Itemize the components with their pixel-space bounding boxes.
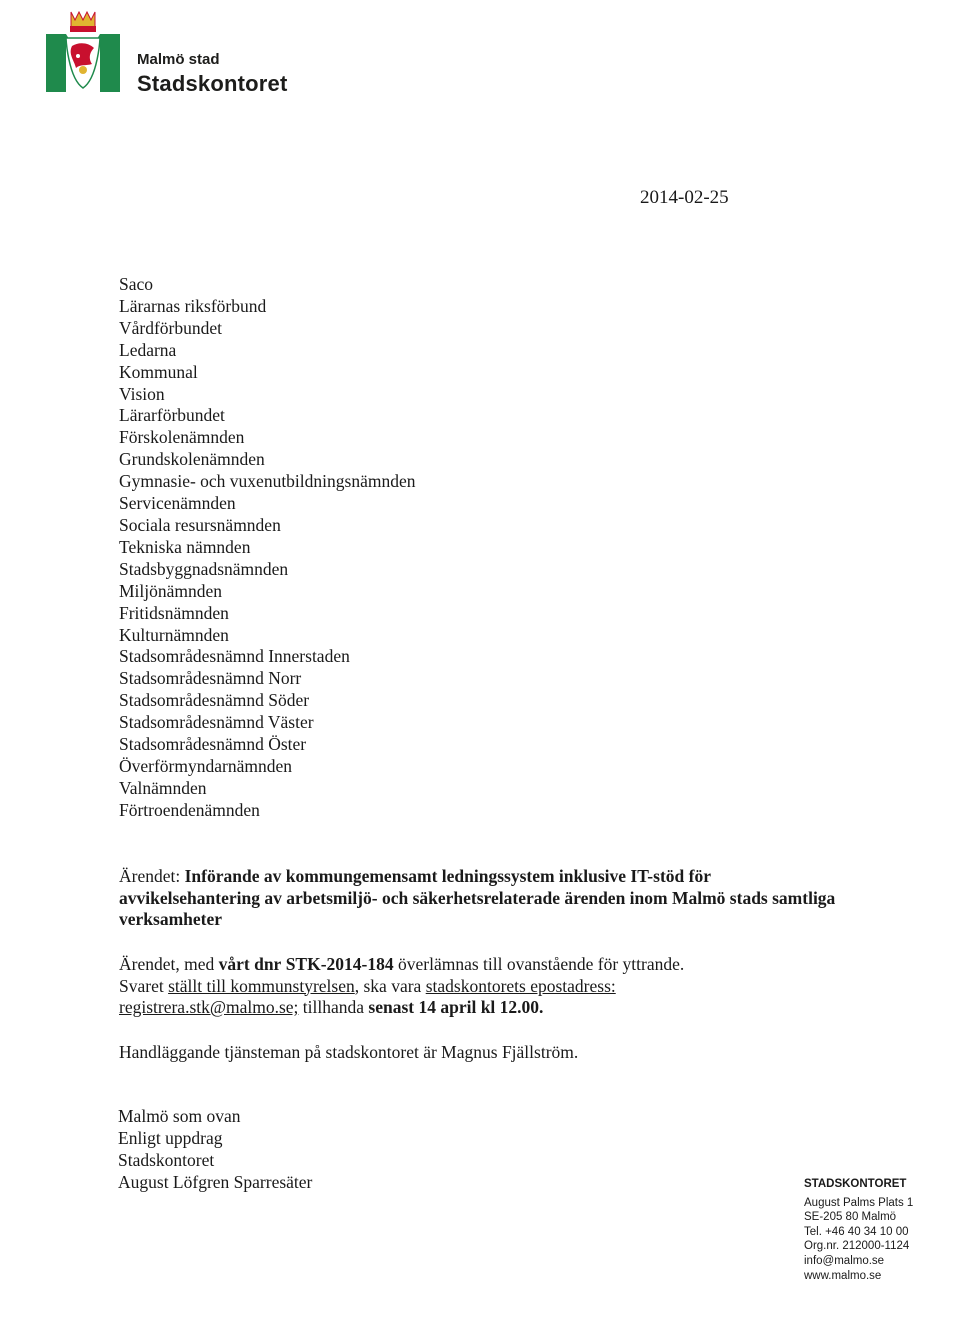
organisation-name: [137, 50, 288, 98]
recipient: Sociala resursnämnden: [119, 514, 281, 535]
body-p2-start: Svaret: [119, 975, 169, 996]
body-p1-start: Ärendet, med: [119, 954, 219, 974]
recipient: Stadsbyggnadsnämnden: [119, 558, 289, 579]
footer-line: www.malmo.se: [804, 1269, 882, 1282]
epostadress-link[interactable]: stadskontorets epostadress:: [425, 975, 616, 996]
recipient: Vision: [119, 383, 165, 404]
signoff-line: August Löfgren Sparresäter: [118, 1172, 313, 1192]
malmo-coat-of-arms-icon: [44, 8, 122, 94]
letter-body: [119, 954, 839, 1019]
dnr-label: vårt dnr: [218, 954, 282, 974]
handler-line: Handläggande tjänsteman på stadskontoret är Magnus Fjällström.: [119, 1042, 579, 1062]
footer-line: SE-205 80 Malmö: [804, 1211, 897, 1224]
recipient: Stadsområdesnämnd Söder: [119, 690, 310, 711]
recipient: Fritidsnämnden: [119, 602, 229, 623]
recipient: Valnämnden: [119, 777, 207, 798]
footer-line: Org.nr. 212000-1124: [804, 1240, 910, 1253]
recipient: Saco: [119, 274, 154, 294]
recipient: Stadsområdesnämnd Väster: [119, 712, 314, 733]
org-department: Stadskontoret: [137, 71, 288, 96]
subject-line: [119, 866, 839, 931]
subject-label: Ärendet:: [119, 866, 181, 886]
email-link[interactable]: registrera.stk@malmo.se;: [119, 997, 299, 1017]
footer-line: Tel. +46 40 34 10 00: [804, 1225, 909, 1238]
signoff-line: Stadskontoret: [118, 1150, 215, 1170]
body-p1-end: överlämnas till ovanstående för yttrande.: [393, 954, 685, 974]
recipient: Miljönämnden: [119, 580, 223, 601]
body-paragraph-2: [119, 976, 839, 1019]
footer-line: info@malmo.se: [804, 1254, 885, 1267]
recipient: Lärarförbundet: [119, 405, 225, 426]
signoff-line: Enligt uppdrag: [118, 1128, 223, 1148]
recipient: Stadsområdesnämnd Norr: [119, 668, 302, 689]
recipient: Kommunal: [119, 361, 198, 382]
body-paragraph-1: [119, 954, 839, 976]
recipient: Tekniska nämnden: [119, 536, 251, 557]
body-p2-tail: tillhanda: [298, 997, 369, 1017]
recipient: Ledarna: [119, 339, 177, 360]
org-city: Malmö stad: [137, 51, 220, 68]
signoff-block: [118, 1105, 312, 1193]
letter-date: 2014-02-25: [640, 187, 729, 208]
recipient: Förtroendenämnden: [119, 799, 260, 820]
body-p2-mid: , ska vara: [354, 975, 426, 996]
recipient: Lärarnas riksförbund: [119, 295, 267, 316]
subject-text: Införande av kommungemensamt ledningssystem inklusive IT-stöd för avvikelsehantering av arbetsmiljö- och säkerhetsrelaterade ärenden inom Malmö stads samtliga verksamheter: [119, 866, 836, 929]
recipient: Stadsområdesnämnd Innerstaden: [119, 646, 350, 667]
recipient: Kulturnämnden: [119, 624, 229, 645]
dnr-number: STK-2014-184: [285, 954, 394, 974]
recipient: Överförmyndarnämnden: [119, 755, 292, 776]
signoff-line: Malmö som ovan: [118, 1106, 241, 1126]
recipient: Grundskolenämnden: [119, 449, 265, 470]
footer-line: August Palms Plats 1: [804, 1196, 914, 1209]
recipient-list: [119, 274, 415, 822]
footer-heading: STADSKONTORET: [804, 1178, 907, 1190]
recipient: Förskolenämnden: [119, 427, 245, 448]
recipient: Servicenämnden: [119, 493, 236, 514]
kommunstyrelsen-link[interactable]: ställt till kommunstyrelsen: [168, 975, 355, 996]
recipient: Stadsområdesnämnd Öster: [119, 734, 307, 755]
footer-address: [804, 1177, 913, 1283]
recipient: Gymnasie- och vuxenutbildningsnämnden: [119, 471, 416, 492]
deadline: senast 14 april kl 12.00.: [368, 997, 544, 1017]
recipient: Vårdförbundet: [119, 317, 223, 338]
